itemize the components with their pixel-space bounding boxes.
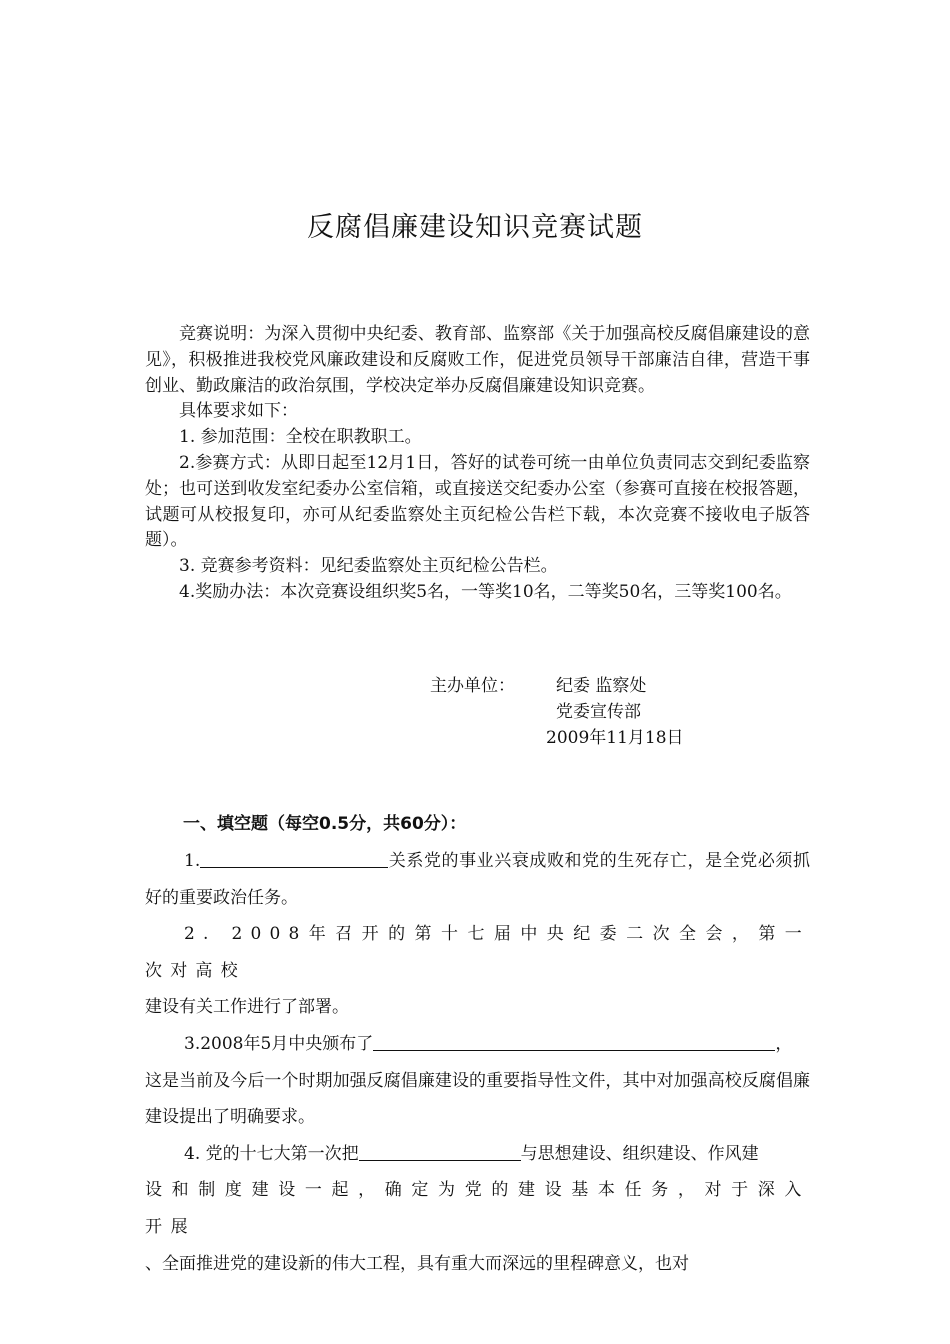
contest-intro (145, 322, 810, 606)
document-title: 反腐倡廉建设知识竞赛试题 (307, 212, 643, 243)
question-4-line-3: 、全面推进党的建设新的伟大工程，具有重大而深远的里程碑意义，也对 (145, 1253, 689, 1274)
requirement-item-4: 4.奖励办法：本次竞赛设组织奖5名，一等奖10名，二等奖50名，三等奖100名。 (179, 581, 792, 602)
question-4-continued (145, 1172, 810, 1245)
requirement-item-2: 2.参赛方式：从即日起至12月1日，答好的试卷可统一由单位负责同志交到纪委监察处；也可送到收发室纪委办公室信箱，或直接送交纪委办公室（参赛可直接在校报答题，试题可从校报复印，亦可从纪委监察处主页纪检公告栏下载，本次竞赛不接收电子版答题）。 (145, 452, 810, 551)
question-3-blank[interactable] (373, 1032, 775, 1051)
question-3-continued (145, 1063, 810, 1136)
requirement-item-3: 3. 竞赛参考资料：见纪委监察处主页纪检公告栏。 (179, 556, 558, 577)
contest-description: 竞赛说明：为深入贯彻中央纪委、教育部、监察部《关于加强高校反腐倡廉建设的意见》，积极推进我校党风廉政建设和反腐败工作，促进党员领导干部廉洁自律，营造干事创业、勤政廉洁的政治氛围，学校决定举办反腐倡廉建设知识竞赛。 (145, 324, 810, 396)
question-3-prefix: 3.2008年5月中央颁布了 (184, 1033, 374, 1054)
question-3-comma: ， (775, 1033, 793, 1054)
question-3 (145, 1026, 810, 1063)
question-4-text: 与思想建设、组织建设、作风建 (520, 1143, 759, 1164)
sponsor-org-1: 纪委 监察处 (556, 676, 647, 696)
sponsor-date: 2009年11月18日 (546, 727, 684, 748)
question-2-continued (145, 989, 810, 1026)
section-heading-fill-in: 一、填空题（每空0.5分，共60分）： (183, 814, 467, 834)
question-4-prefix: 4. 党的十七大第一次把 (184, 1143, 359, 1164)
question-4-blank[interactable] (359, 1142, 521, 1161)
sponsor-org-2: 党委宣传部 (556, 701, 641, 722)
question-1 (145, 843, 810, 916)
question-4-continued-2 (145, 1246, 810, 1283)
question-4-line-2: 设和制度建设一起，确定为党的建设基本任务，对于深入开展 (145, 1180, 810, 1237)
question-1-text: 关系党的事业兴衰成败和党的生死存亡，是全党必须抓好的重要政治任务。 (145, 851, 810, 908)
question-2 (145, 916, 810, 989)
sponsor-label: 主办单位： (430, 676, 515, 696)
requirements-heading: 具体要求如下： (179, 401, 298, 422)
question-3-rest: 这是当前及今后一个时期加强反腐倡廉建设的重要指导性文件，其中对加强高校反腐倡廉建设提出了明确要求。 (145, 1070, 810, 1128)
question-1-number: 1. (184, 851, 201, 871)
question-2-line-2: 建设有关工作进行了部署。 (145, 997, 349, 1018)
requirement-item-1: 1. 参加范围：全校在职教职工。 (179, 427, 422, 448)
question-1-blank[interactable] (200, 849, 388, 868)
question-4 (145, 1136, 810, 1173)
sponsor-block (430, 674, 684, 751)
question-2-line-1: 2. 2008年召开的第十七届中央纪委二次全会，第一次对高校 (145, 924, 810, 981)
question-list (145, 843, 810, 1282)
